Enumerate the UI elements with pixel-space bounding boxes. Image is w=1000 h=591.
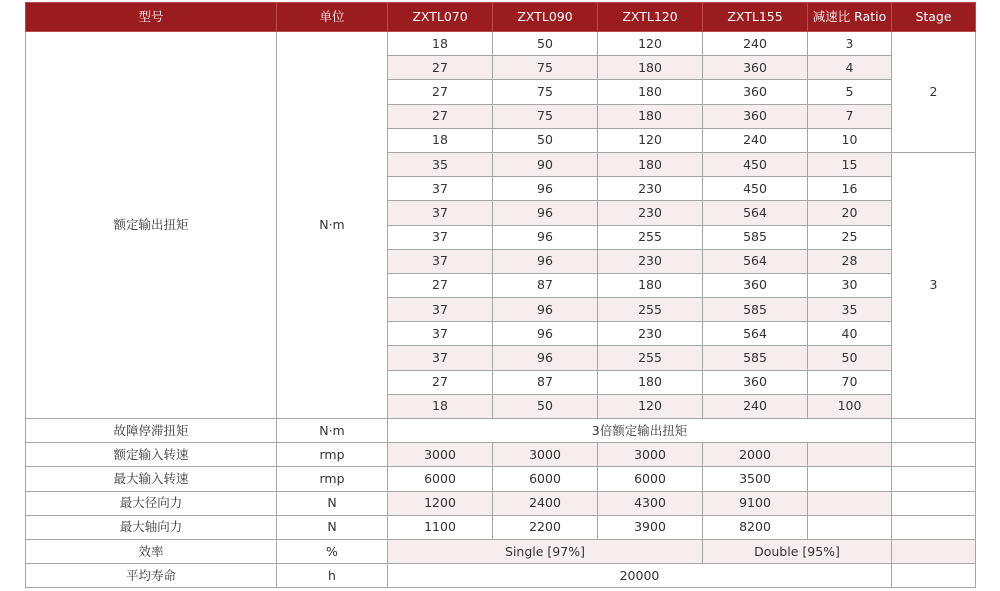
speed-cell: 3000 bbox=[493, 443, 598, 467]
torque-cell: 360 bbox=[703, 273, 808, 297]
torque-cell: 37 bbox=[388, 298, 493, 322]
torque-cell: 230 bbox=[598, 249, 703, 273]
torque-cell: 27 bbox=[388, 104, 493, 128]
torque-cell: 230 bbox=[598, 322, 703, 346]
empty-cell bbox=[808, 515, 892, 539]
efficiency-unit: % bbox=[277, 539, 388, 563]
torque-cell: 180 bbox=[598, 273, 703, 297]
table-row bbox=[26, 443, 976, 467]
table-row bbox=[26, 32, 976, 56]
torque-cell: 27 bbox=[388, 80, 493, 104]
header-zxtl070: ZXTL070 bbox=[388, 3, 493, 32]
torque-cell: 18 bbox=[388, 32, 493, 56]
torque-cell: 37 bbox=[388, 177, 493, 201]
torque-cell: 240 bbox=[703, 32, 808, 56]
speed-cell: 6000 bbox=[598, 467, 703, 491]
force-cell: 1200 bbox=[388, 491, 493, 515]
torque-cell: 120 bbox=[598, 32, 703, 56]
torque-cell: 37 bbox=[388, 225, 493, 249]
force-cell: 9100 bbox=[703, 491, 808, 515]
torque-cell: 75 bbox=[493, 80, 598, 104]
efficiency-label: 效率 bbox=[26, 539, 277, 563]
ratio-cell: 20 bbox=[808, 201, 892, 225]
torque-cell: 75 bbox=[493, 56, 598, 80]
torque-cell: 360 bbox=[703, 56, 808, 80]
max-axial-force-unit: N bbox=[277, 515, 388, 539]
efficiency-double: Double [95%] bbox=[703, 539, 892, 563]
ratio-cell: 15 bbox=[808, 152, 892, 176]
speed-cell: 2000 bbox=[703, 443, 808, 467]
speed-cell: 6000 bbox=[388, 467, 493, 491]
force-cell: 8200 bbox=[703, 515, 808, 539]
ratio-cell: 16 bbox=[808, 177, 892, 201]
torque-cell: 564 bbox=[703, 249, 808, 273]
max-radial-force-label: 最大径向力 bbox=[26, 491, 277, 515]
torque-cell: 27 bbox=[388, 56, 493, 80]
torque-cell: 180 bbox=[598, 56, 703, 80]
service-life-label: 平均寿命 bbox=[26, 564, 277, 588]
ratio-cell: 25 bbox=[808, 225, 892, 249]
torque-cell: 585 bbox=[703, 225, 808, 249]
torque-cell: 230 bbox=[598, 177, 703, 201]
ratio-cell: 10 bbox=[808, 128, 892, 152]
table-row bbox=[26, 467, 976, 491]
torque-cell: 255 bbox=[598, 225, 703, 249]
ratio-cell: 4 bbox=[808, 56, 892, 80]
header-zxtl090: ZXTL090 bbox=[493, 3, 598, 32]
torque-cell: 180 bbox=[598, 152, 703, 176]
empty-cell bbox=[808, 467, 892, 491]
max-input-speed-unit: rmp bbox=[277, 467, 388, 491]
force-cell: 1100 bbox=[388, 515, 493, 539]
ratio-cell: 30 bbox=[808, 273, 892, 297]
service-life-value: 20000 bbox=[388, 564, 892, 588]
empty-cell bbox=[892, 419, 976, 443]
emergency-torque-label: 故障停滞扭矩 bbox=[26, 419, 277, 443]
rated-input-speed-unit: rmp bbox=[277, 443, 388, 467]
torque-cell: 450 bbox=[703, 152, 808, 176]
max-axial-force-label: 最大轴向力 bbox=[26, 515, 277, 539]
empty-cell bbox=[892, 564, 976, 588]
torque-cell: 585 bbox=[703, 346, 808, 370]
ratio-cell: 70 bbox=[808, 370, 892, 394]
max-radial-force-unit: N bbox=[277, 491, 388, 515]
ratio-cell: 100 bbox=[808, 394, 892, 418]
torque-cell: 96 bbox=[493, 201, 598, 225]
service-life-unit: h bbox=[277, 564, 388, 588]
table-row bbox=[26, 419, 976, 443]
torque-cell: 450 bbox=[703, 177, 808, 201]
rated-input-speed-label: 额定输入转速 bbox=[26, 443, 277, 467]
torque-cell: 37 bbox=[388, 201, 493, 225]
rated-torque-label: 额定输出扭矩 bbox=[26, 32, 277, 419]
empty-cell bbox=[892, 515, 976, 539]
torque-cell: 87 bbox=[493, 370, 598, 394]
torque-cell: 360 bbox=[703, 104, 808, 128]
header-zxtl155: ZXTL155 bbox=[703, 3, 808, 32]
torque-cell: 96 bbox=[493, 346, 598, 370]
torque-cell: 180 bbox=[598, 80, 703, 104]
torque-cell: 96 bbox=[493, 298, 598, 322]
header-ratio: 减速比 Ratio bbox=[808, 3, 892, 32]
torque-cell: 240 bbox=[703, 128, 808, 152]
torque-cell: 360 bbox=[703, 80, 808, 104]
torque-cell: 87 bbox=[493, 273, 598, 297]
torque-cell: 90 bbox=[493, 152, 598, 176]
ratio-cell: 40 bbox=[808, 322, 892, 346]
force-cell: 2200 bbox=[493, 515, 598, 539]
force-cell: 2400 bbox=[493, 491, 598, 515]
torque-cell: 96 bbox=[493, 225, 598, 249]
ratio-cell: 35 bbox=[808, 298, 892, 322]
table-row bbox=[26, 491, 976, 515]
max-input-speed-label: 最大输入转速 bbox=[26, 467, 277, 491]
force-cell: 4300 bbox=[598, 491, 703, 515]
torque-cell: 180 bbox=[598, 370, 703, 394]
empty-cell bbox=[892, 539, 976, 563]
ratio-cell: 50 bbox=[808, 346, 892, 370]
header-stage: Stage bbox=[892, 3, 976, 32]
torque-cell: 18 bbox=[388, 128, 493, 152]
torque-cell: 18 bbox=[388, 394, 493, 418]
empty-cell bbox=[892, 491, 976, 515]
table-row bbox=[26, 539, 976, 563]
torque-cell: 75 bbox=[493, 104, 598, 128]
empty-cell bbox=[808, 443, 892, 467]
torque-cell: 564 bbox=[703, 322, 808, 346]
speed-cell: 3500 bbox=[703, 467, 808, 491]
header-model: 型号 bbox=[26, 3, 277, 32]
speed-cell: 3000 bbox=[598, 443, 703, 467]
empty-cell bbox=[808, 491, 892, 515]
torque-cell: 50 bbox=[493, 394, 598, 418]
torque-cell: 37 bbox=[388, 249, 493, 273]
torque-cell: 27 bbox=[388, 273, 493, 297]
ratio-cell: 7 bbox=[808, 104, 892, 128]
empty-cell bbox=[892, 467, 976, 491]
emergency-torque-unit: N·m bbox=[277, 419, 388, 443]
force-cell: 3900 bbox=[598, 515, 703, 539]
table-row bbox=[26, 564, 976, 588]
ratio-cell: 28 bbox=[808, 249, 892, 273]
header-unit: 单位 bbox=[277, 3, 388, 32]
torque-cell: 564 bbox=[703, 201, 808, 225]
rated-torque-unit: N·m bbox=[277, 32, 388, 419]
table-row bbox=[26, 515, 976, 539]
torque-cell: 240 bbox=[703, 394, 808, 418]
torque-cell: 37 bbox=[388, 346, 493, 370]
torque-cell: 255 bbox=[598, 346, 703, 370]
empty-cell bbox=[892, 443, 976, 467]
speed-cell: 3000 bbox=[388, 443, 493, 467]
torque-cell: 585 bbox=[703, 298, 808, 322]
torque-cell: 50 bbox=[493, 32, 598, 56]
torque-cell: 37 bbox=[388, 322, 493, 346]
stage-3-cell: 3 bbox=[892, 152, 976, 418]
torque-cell: 96 bbox=[493, 322, 598, 346]
emergency-torque-value: 3倍额定输出扭矩 bbox=[388, 419, 892, 443]
spec-table bbox=[25, 2, 976, 588]
torque-cell: 120 bbox=[598, 128, 703, 152]
torque-cell: 180 bbox=[598, 104, 703, 128]
ratio-cell: 5 bbox=[808, 80, 892, 104]
torque-cell: 360 bbox=[703, 370, 808, 394]
header-zxtl120: ZXTL120 bbox=[598, 3, 703, 32]
torque-cell: 50 bbox=[493, 128, 598, 152]
stage-2-cell: 2 bbox=[892, 32, 976, 153]
header-row bbox=[26, 3, 976, 32]
torque-cell: 120 bbox=[598, 394, 703, 418]
speed-cell: 6000 bbox=[493, 467, 598, 491]
torque-cell: 255 bbox=[598, 298, 703, 322]
torque-cell: 230 bbox=[598, 201, 703, 225]
ratio-cell: 3 bbox=[808, 32, 892, 56]
efficiency-single: Single [97%] bbox=[388, 539, 703, 563]
torque-cell: 35 bbox=[388, 152, 493, 176]
torque-cell: 96 bbox=[493, 249, 598, 273]
torque-cell: 27 bbox=[388, 370, 493, 394]
torque-cell: 96 bbox=[493, 177, 598, 201]
